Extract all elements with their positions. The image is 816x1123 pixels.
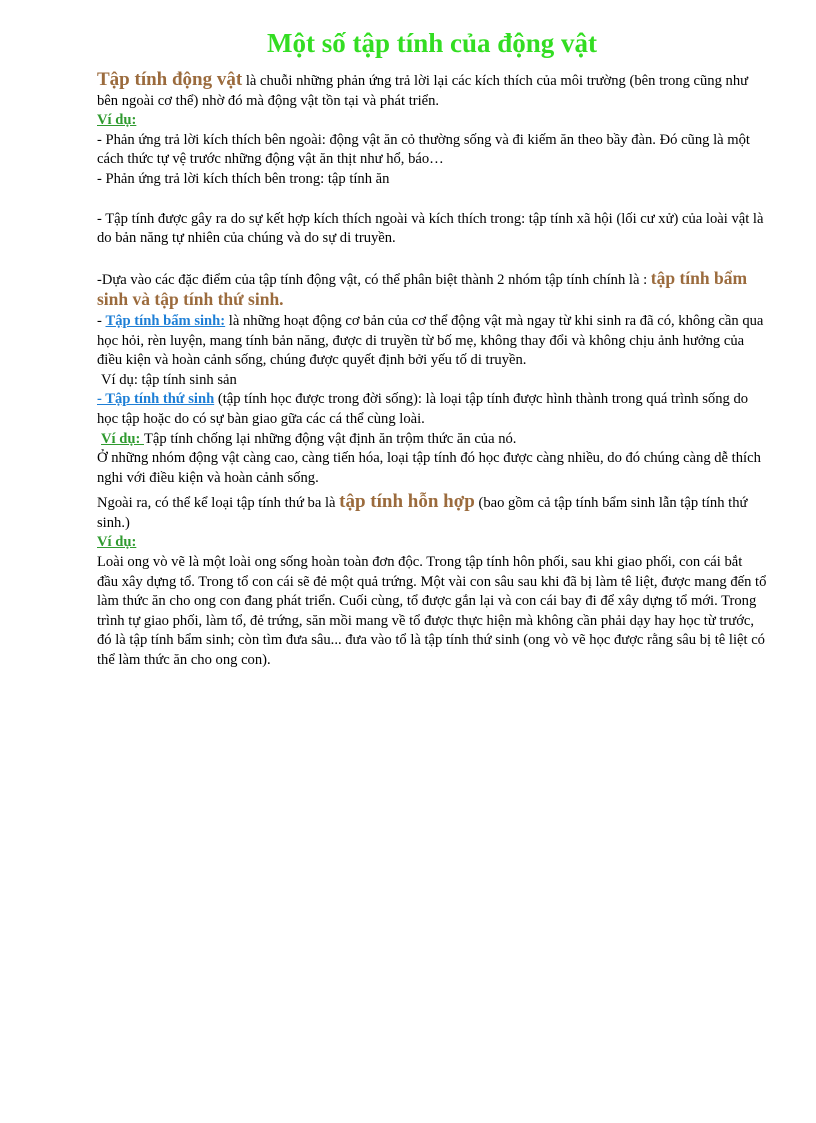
classification-paragraph <box>97 269 767 312</box>
combined-stimulus-paragraph: - Tập tính được gây ra do sự kết hợp kích thích ngoài và kích thích trong: tập tính xã hội (lối cư xử) của loài vật là do bản năng tự nhiên của chúng và do sự di truyền. <box>97 210 764 247</box>
term-innate: Tập tính bẩm sinh: <box>105 312 226 329</box>
learned-note: Ở những nhóm động vật càng cao, càng tiến hóa, loại tập tính đó học được càng nhiều, do đó chúng càng dễ thích nghi với điều kiện và hoàn cảnh sống. <box>97 450 761 486</box>
learned-paragraph <box>97 390 767 429</box>
innate-example: Ví dụ: tập tính sinh sản <box>101 371 237 388</box>
intro-paragraph <box>97 70 767 111</box>
example-external: - Phản ứng trả lời kích thích bên ngoài: động vật ăn cỏ thường sống và đi kiếm ăn theo bầy đàn. Đó cũng là một cách thức tự vệ trước những động vật ăn thịt như hổ, báo… <box>97 131 750 168</box>
innate-dash: - <box>97 312 106 329</box>
mixed-post: (bao gồm cả tập tính bẩm sinh lẫn tập tính thứ sinh.) <box>97 495 748 531</box>
term-animal-behavior: Tập tính động vật <box>97 69 243 90</box>
example-internal: - Phản ứng trả lời kích thích bên trong: tập tính ăn <box>97 170 390 187</box>
learned-example <box>97 430 767 450</box>
learned-example-text: Tập tính chống lại những động vật định ăn trộm thức ăn của nó. <box>143 430 517 447</box>
spacer <box>97 190 767 210</box>
term-learned: - Tập tính thứ sinh <box>97 391 215 408</box>
classification-highlight: tập tính bẩm sinh và tập tính thứ sinh. <box>97 267 748 310</box>
learned-example-label: Ví dụ: <box>101 430 144 447</box>
final-example-label: Ví dụ: <box>97 534 137 551</box>
intro-text: là chuỗi những phản ứng trả lời lại các kích thích của môi trường (bên trong cũng như bên ngoài cơ thể) nhờ đó mà động vật tồn tại và phát triển. <box>97 73 749 109</box>
innate-paragraph <box>97 312 767 371</box>
term-mixed: tập tính hỗn hợp <box>339 491 475 513</box>
document-page <box>97 26 767 671</box>
classification-text: -Dựa vào các đặc điểm của tập tính động vật, có thể phân biệt thành 2 nhóm tập tính chính là : <box>97 271 651 288</box>
innate-text: là những hoạt động cơ bản của cơ thể động vật mà ngay từ khi sinh ra đã có, không cần qua học hỏi, rèn luyện, mang tính bản năng, được di truyền từ bố mẹ, không thay đổi và không chịu ảnh hưởng của điều kiện và hoàn cảnh sống, chúng được quyết định bởi yếu tố di truyền. <box>97 312 764 369</box>
wasp-example-paragraph: Loài ong vò vẽ là một loài ong sống hoàn toàn đơn độc. Trong tập tính hôn phối, sau khi giao phối, con cái bắt đầu xây dựng tổ. Trong tổ con cái sẽ đẻ một quả trứng. Một vài con sâu sau khi đã bị làm tê liệt, được mang đến tổ làm thức ăn cho ong con đang phát triển. Cuối cùng, tổ được gắn lại và con cái bay đi để xây dựng tổ mới. Trong trình tự giao phối, làm tổ, đẻ trứng, săn mồi mang về tổ được thực hiện mà không cần phải dạy hay học từ trước, đó là tập tính bẩm sinh; còn tìm đưa sâu... đưa vào tổ là tập tính thứ sinh (ong vò vẽ học được rằng sâu bị tê liệt có thể làm thức ăn cho ong con). <box>97 554 767 669</box>
mixed-pre: Ngoài ra, có thể kể loại tập tính thứ ba là <box>97 495 340 512</box>
mixed-paragraph <box>97 492 767 533</box>
page-title: Một số tập tính của động vật <box>266 28 598 58</box>
example-label: Ví dụ: <box>97 112 137 129</box>
learned-text: (tập tính học được trong đời sống): là loại tập tính được hình thành trong quá trình sống do học tập hoặc do có sự bàn giao gữa các cá thể cùng loài. <box>97 391 749 427</box>
spacer <box>97 249 767 269</box>
